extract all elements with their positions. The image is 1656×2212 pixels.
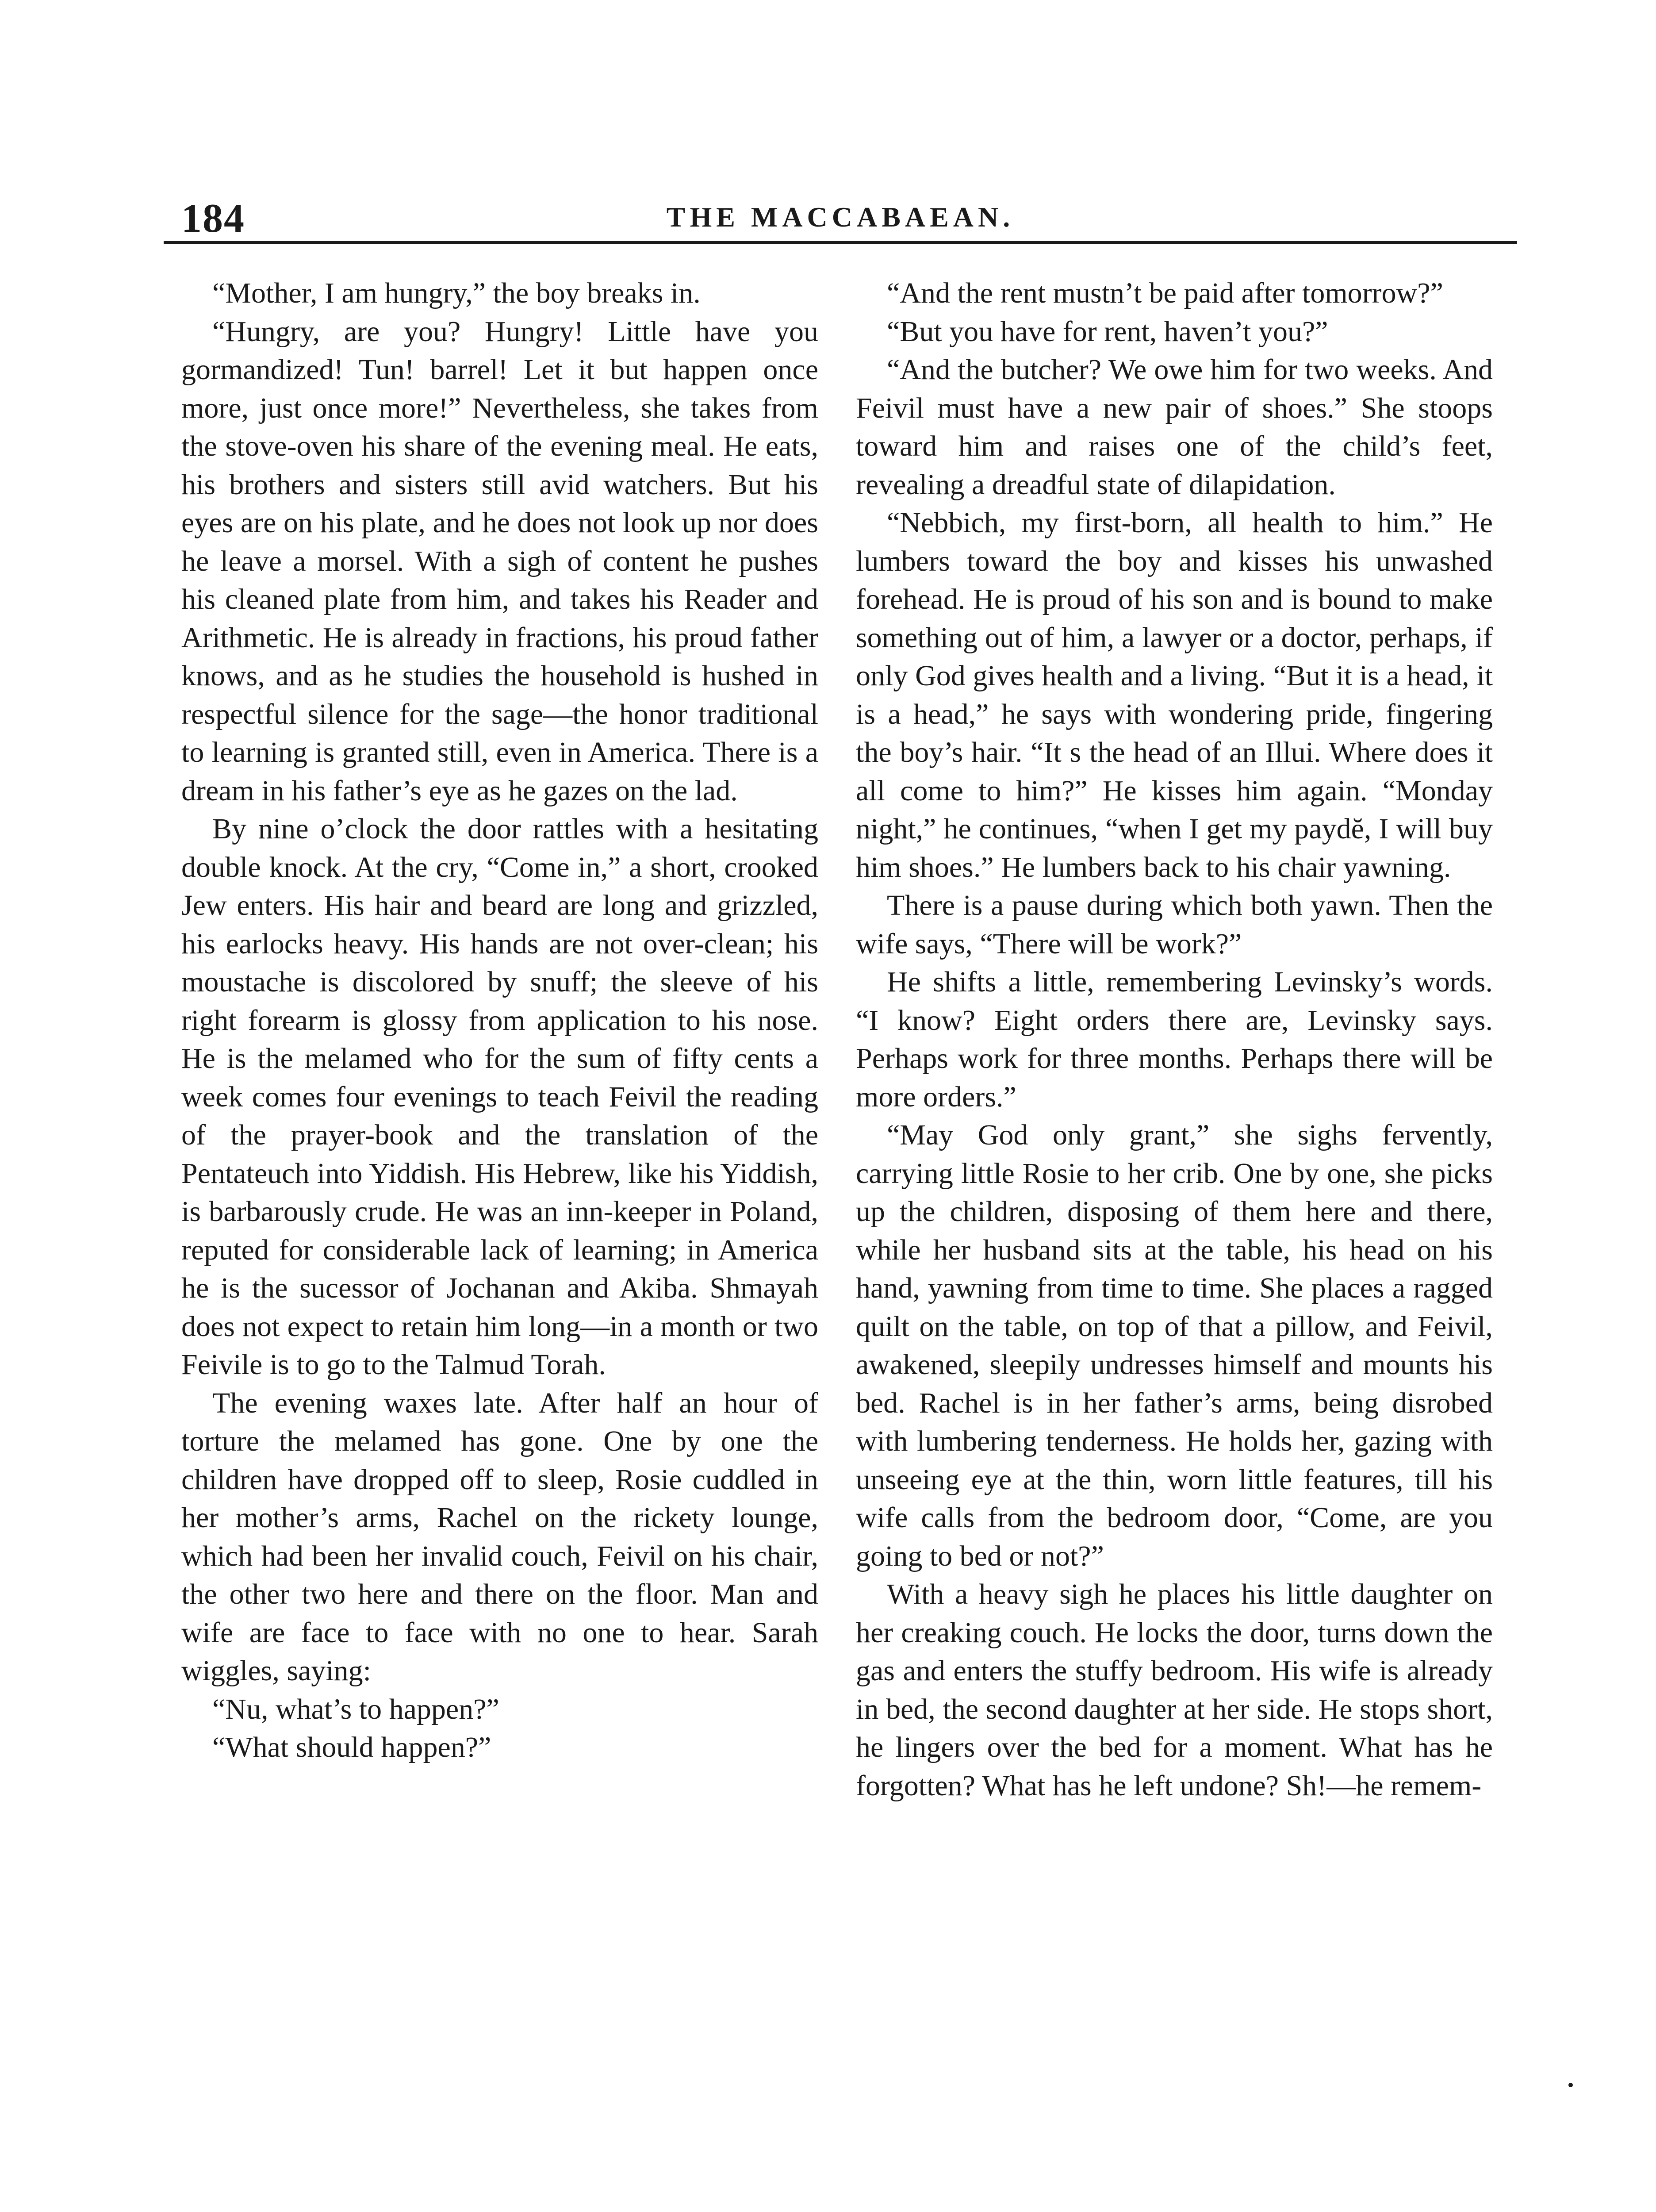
- left-column: [181, 274, 818, 1767]
- paragraph: “Mother, I am hungry,” the boy breaks in.: [212, 277, 701, 309]
- paragraph: There is a pause during which both yawn. Then the wife says, “There will be work?”: [856, 889, 1493, 960]
- page-number: 184: [181, 196, 245, 241]
- paragraph: By nine o’clock the door rattles with a hesitating double knock. At the cry, “Come in,” a short, crooked Jew enters. His hair and beard are long and grizzled, his earlocks heavy. His hands are not over-clean; his moustache is discolored by snuff; the sleeve of his right forearm is glossy from application to his nose. He is the melamed who for the sum of fifty cents a week comes four evenings to teach Feivil the reading of the prayer-book and the translation of the Pentateuch into Yiddish. His Hebrew, like his Yiddish, is barbarously crude. He was an inn-keeper in Poland, reputed for considerable lack of learning; in America he is the sucessor of Jochanan and Akiba. Shmayah does not expect to retain him long—in a month or two Feivile is to go to the Talmud Torah.: [181, 813, 818, 1381]
- journal-title: THE MACCABAEAN.: [666, 201, 1015, 233]
- paragraph: “But you have for rent, haven’t you?”: [887, 315, 1328, 348]
- header-rule: [164, 241, 1517, 244]
- paragraph: “And the rent mustn’t be paid after tomorrow?”: [887, 277, 1443, 309]
- paragraph: “And the butcher? We owe him for two weeks. And Feivil must have a new pair of shoes.” She stoops toward him and raises one of the child’s feet, revealing a dreadful state of dilapidation.: [856, 353, 1493, 501]
- paragraph: “Nu, what’s to happen?”: [212, 1693, 499, 1725]
- paragraph: “What should happen?”: [212, 1731, 491, 1763]
- paragraph: “May God only grant,” she sighs fervently, carrying little Rosie to her crib. One by one, she picks up the children, disposing of them here and there, while her husband sits at the table, his head on his hand, yawning from time to time. She places a ragged quilt on the table, on top of that a pillow, and Feivil, awakened, sleepily undresses himself and mounts his bed. Rachel is in her father’s arms, being disrobed with lumbering tenderness. He holds her, gazing with unseeing eye at the thin, worn little features, till his wife calls from the bedroom door, “Come, are you going to bed or not?”: [856, 1119, 1493, 1572]
- paragraph: “Hungry, are you? Hungry! Little have you gormandized! Tun! barrel! Let it but happen once more, just once more!” Nevertheless, she takes from the stove-oven his share of the evening meal. He eats, his brothers and sisters still avid watchers. But his eyes are on his plate, and he does not look up nor does he leave a morsel. With a sigh of content he pushes his cleaned plate from him, and takes his Reader and Arithmetic. He is already in fractions, his proud father knows, and as he studies the household is hushed in respectful silence for the sage—the honor traditional to learning is granted still, even in America. There is a dream in his father’s eye as he gazes on the lad.: [181, 315, 818, 807]
- paragraph: He shifts a little, remembering Levinsky’s words. “I know? Eight orders there are, Levinsky says. Perhaps work for three months. Perhaps there will be more orders.”: [856, 966, 1493, 1113]
- ink-speck: [1568, 2083, 1573, 2087]
- paragraph: “Nebbich, my first-born, all health to him.” He lumbers toward the boy and kisses his unwashed forehead. He is proud of his son and is bound to make something out of him, a lawyer or a doctor, perhaps, if only God gives health and a living. “But it is a head, it is a head,” he says with wondering pride, fingering the boy’s hair. “It s the head of an Illui. Where does it all come to him?” He kisses him again. “Monday night,” he continues, “when I get my paydĕ, I will buy him shoes.” He lumbers back to his chair yawning.: [856, 507, 1493, 883]
- running-head: [164, 186, 1517, 243]
- right-column: [856, 274, 1493, 1805]
- paragraph: With a heavy sigh he places his little daughter on her creaking couch. He locks the door, turns down the gas and enters the stuffy bedroom. His wife is already in bed, the second daughter at her side. He stops short, he lingers over the bed for a moment. What has he forgotten? What has he left undone? Sh!—he remem-: [856, 1578, 1493, 1802]
- paragraph: The evening waxes late. After half an hour of torture the melamed has gone. One by one the children have dropped off to sleep, Rosie cuddled in her mother’s arms, Rachel on the rickety lounge, which had been her invalid couch, Feivil on his chair, the other two here and there on the floor. Man and wife are face to face with no one to hear. Sarah wiggles, saying:: [181, 1386, 818, 1687]
